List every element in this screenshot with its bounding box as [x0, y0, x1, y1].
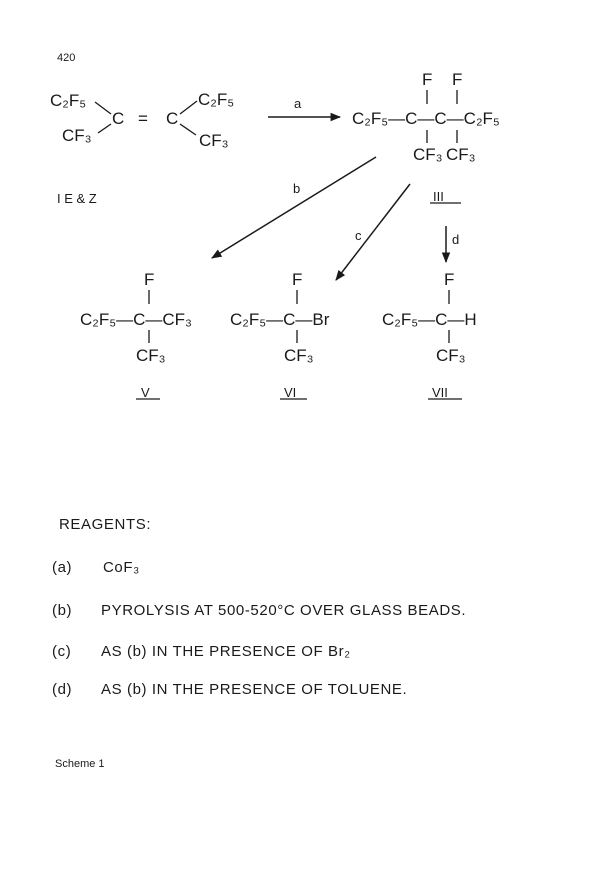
compound-vi-cf3: CF₃: [284, 346, 314, 365]
compound-vii: [382, 270, 477, 400]
compound-vii-f: F: [444, 270, 455, 289]
arrow-c-label: c: [355, 228, 362, 243]
compound-i-c-right: C: [166, 109, 179, 128]
compound-vii-cf3: CF₃: [436, 346, 466, 365]
bond-i-1: [95, 102, 111, 114]
compound-vii-label: VII: [432, 385, 448, 400]
compound-v: [80, 270, 192, 400]
reagent-key-a: (a): [52, 559, 73, 576]
compound-i-c-left: C: [112, 109, 125, 128]
compound-iii: [352, 70, 500, 204]
compound-iii-chain: C₂F₅—C—C—C₂F₅: [352, 109, 500, 128]
compound-vi-f: F: [292, 270, 303, 289]
compound-i: [50, 90, 234, 206]
compound-i-c2f5-right: C₂F₅: [198, 90, 235, 109]
arrow-b-label: b: [293, 181, 301, 196]
scheme-caption: Scheme 1: [55, 758, 105, 770]
reagent-text-c: AS (b) IN THE PRESENCE OF Br₂: [101, 643, 351, 660]
arrow-d-label: d: [452, 232, 460, 247]
arrow-b: [212, 157, 376, 258]
reagent-key-d: (d): [52, 681, 73, 698]
bond-i-2: [98, 124, 111, 133]
compound-vii-chain: C₂F₅—C—H: [382, 310, 477, 329]
compound-v-f: F: [144, 270, 155, 289]
compound-i-c2f5-left: C₂F₅: [50, 91, 87, 110]
compound-i-label: I E & Z: [57, 191, 97, 206]
compound-vi: [230, 270, 330, 400]
compound-v-cf3: CF₃: [136, 346, 166, 365]
compound-v-chain: C₂F₅—C—CF₃: [80, 310, 192, 329]
reagents-heading: REAGENTS:: [59, 516, 152, 533]
reagent-key-c: (c): [52, 643, 72, 660]
reagent-key-b: (b): [52, 602, 73, 619]
compound-iii-label: III: [433, 189, 444, 204]
bond-i-3: [180, 101, 197, 114]
compound-iii-f2: F: [452, 70, 463, 89]
reagent-text-d: AS (b) IN THE PRESENCE OF TOLUENE.: [101, 681, 408, 698]
bond-i-4: [180, 124, 196, 135]
reagent-text-b: PYROLYSIS AT 500-520°C OVER GLASS BEADS.: [101, 602, 467, 619]
compound-i-double-bond: =: [138, 109, 148, 128]
compound-i-cf3-right: CF₃: [199, 131, 229, 150]
compound-vi-chain: C₂F₅—C—Br: [230, 310, 330, 329]
compound-vi-label: VI: [284, 385, 297, 400]
compound-i-cf3-left: CF₃: [62, 126, 92, 145]
reagent-text-a: CoF₃: [103, 559, 140, 576]
page-number: 420: [57, 52, 76, 64]
compound-iii-cf3-1: CF₃: [413, 145, 443, 164]
compound-iii-cf3-2: CF₃: [446, 145, 476, 164]
compound-v-label: V: [141, 385, 150, 400]
arrow-a-label: a: [294, 96, 302, 111]
arrow-c: [336, 184, 410, 280]
compound-iii-f1: F: [422, 70, 433, 89]
reagents-list: [52, 516, 466, 698]
